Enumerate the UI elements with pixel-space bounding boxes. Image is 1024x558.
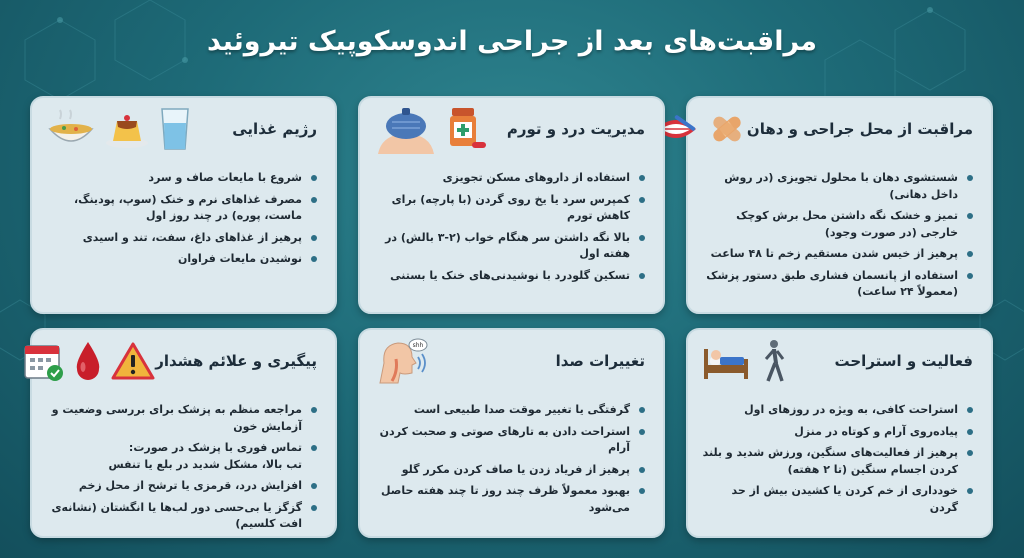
pill-bottle-icon (446, 106, 486, 152)
list-item: شروع با مایعات صاف و سرد (46, 170, 317, 187)
card-title: فعالیت و استراحت (834, 352, 973, 370)
list-item: استفاده از داروهای مسکن تجویزی (374, 170, 645, 187)
card-voice-changes (358, 328, 665, 538)
card-diet (30, 96, 337, 314)
list-item: افزایش درد، قرمزی یا ترشح از محل زخم (46, 478, 317, 495)
voice-throat-icon (374, 337, 428, 385)
list-item: استفاده از پانسمان فشاری طبق دستور پزشک (معمولاً ۲۴ ساعت) (702, 268, 973, 301)
list-item: مصرف غذاهای نرم و خنک (سوپ، پودینگ، ماست، پوره) در چند روز اول (46, 192, 317, 225)
list-item: گرفتگی یا تغییر موقت صدا طبیعی است (374, 402, 645, 419)
list-item: نوشیدن مایعات فراوان (46, 251, 317, 268)
list-item: پرهیز از خیس شدن مستقیم زخم تا ۴۸ ساعت (702, 246, 973, 263)
card-title: مدیریت درد و تورم (506, 120, 645, 138)
card-follow-up-warnings (30, 328, 337, 538)
list-sub-item: تب بالا، مشکل شدید در بلع یا تنفس (108, 457, 302, 471)
list-item (46, 440, 317, 473)
list-item: مراجعه منظم به پزشک برای بررسی وضعیت و آزمایش خون (46, 402, 317, 435)
card-activity-rest (686, 328, 993, 538)
list-item: استراحت دادن به تارهای صوتی و صحبت کردن آرام (374, 424, 645, 457)
card-surgical-site-care (686, 96, 993, 314)
list-item: تمیز و خشک نگه داشتن محل برش کوچک خارجی (در صورت وجود) (702, 208, 973, 241)
list-item: گزگز یا بی‌حسی دور لب‌ها یا انگشتان (نشانه‌ی افت کلسیم) (46, 500, 317, 533)
list-item: پرهیز از فعالیت‌های سنگین، ورزش شدید و بلند کردن اجسام سنگین (تا ۲ هفته) (702, 445, 973, 478)
ice-pack-icon (374, 104, 438, 154)
soup-bowl-icon (46, 107, 96, 151)
card-title: رژیم غذایی (232, 120, 317, 138)
list-item: کمپرس سرد یا یخ روی گردن (با پارچه) برای کاهش تورم (374, 192, 645, 225)
water-glass-icon (158, 107, 192, 151)
list-item: خودداری از خم کردن یا کشیدن بیش از حد گردن (702, 483, 973, 516)
list-item: تسکین گلودرد با نوشیدنی‌های خنک یا بستنی (374, 268, 645, 285)
warning-icon (111, 341, 155, 381)
bed-rest-icon (702, 341, 750, 381)
list-item: استراحت کافی، به ویژه در روزهای اول (702, 402, 973, 419)
list-item: بالا نگه داشتن سر هنگام خواب (۲-۳ بالش) در هفته اول (374, 230, 645, 263)
list-item: پرهیز از غذاهای داغ، سفت، تند و اسیدی (46, 230, 317, 247)
list-item-text: تماس فوری با پزشک در صورت: (128, 441, 302, 454)
list-item: پرهیز از فریاد زدن یا صاف کردن مکرر گلو (374, 462, 645, 479)
card-title: مراقبت از محل جراحی و دهان (746, 120, 973, 138)
walking-person-icon (758, 339, 788, 383)
bandage-icon (707, 109, 747, 149)
card-title: تغییرات صدا (555, 352, 645, 370)
list-item: پیاده‌روی آرام و کوتاه در منزل (702, 424, 973, 441)
calendar-check-icon (23, 340, 65, 382)
list-item: بهبود معمولاً ظرف چند روز تا چند هفته حاصل می‌شود (374, 483, 645, 516)
page-title: مراقبت‌های بعد از جراحی اندوسکوپیک تیروئید (207, 26, 817, 57)
shh-bubble-text: shh (412, 342, 424, 349)
list-item: شستشوی دهان با محلول تجویزی (در روش داخل دهانی) (702, 170, 973, 203)
blood-drop-icon (73, 340, 103, 382)
card-pain-management (358, 96, 665, 314)
card-title: پیگیری و علائم هشدار (155, 352, 317, 370)
pudding-icon (104, 109, 150, 149)
